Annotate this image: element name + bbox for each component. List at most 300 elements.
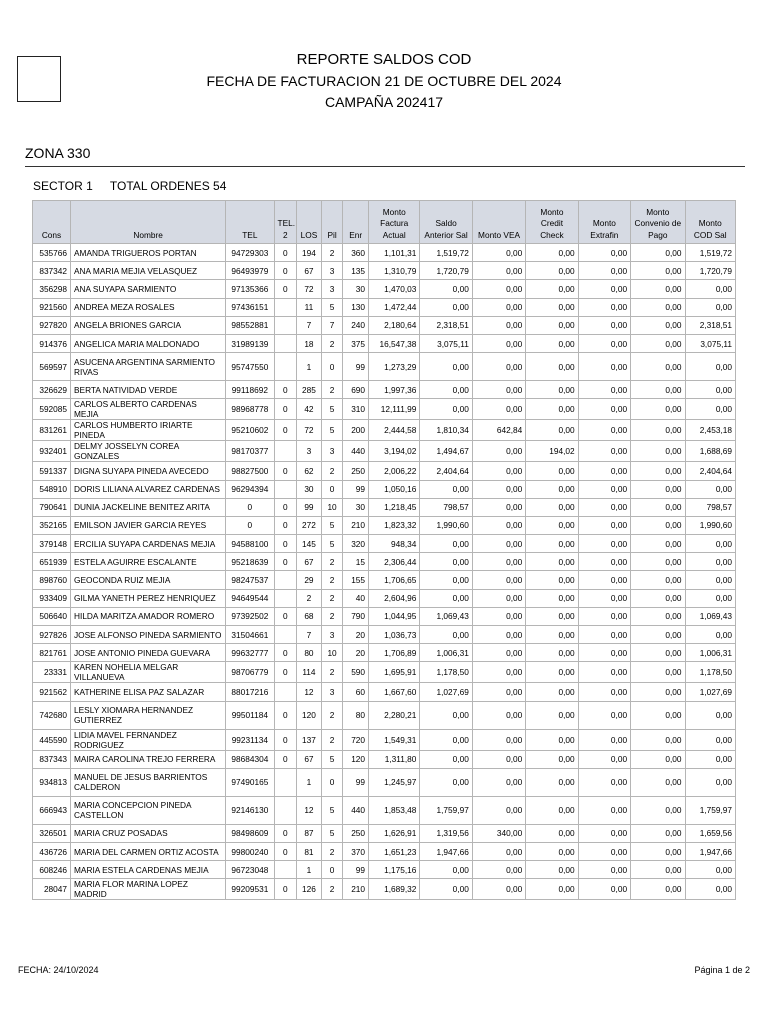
table-cell: 99 (297, 498, 322, 516)
table-cell: 0,00 (631, 768, 685, 796)
table-cell: 0,00 (578, 729, 630, 750)
table-cell: 0,00 (685, 750, 735, 768)
table-row (33, 644, 736, 662)
table-cell: 0,00 (631, 662, 685, 683)
table-cell: 0,00 (526, 729, 578, 750)
table-cell: 2,453,18 (685, 420, 735, 441)
table-cell: 99209531 (226, 879, 274, 900)
table-cell: 0,00 (472, 842, 525, 860)
table-cell: 0,00 (472, 571, 525, 589)
table-cell: 0,00 (472, 683, 525, 701)
table-cell: 0,00 (631, 480, 685, 498)
table-cell: 0 (274, 244, 297, 262)
table-cell: 97436151 (226, 298, 274, 316)
table-cell: 0 (274, 381, 297, 399)
table-cell: 0,00 (578, 381, 630, 399)
table-cell: 0,00 (526, 516, 578, 534)
table-cell: 0,00 (472, 750, 525, 768)
table-cell: 0 (226, 516, 274, 534)
table-cell: 0 (321, 861, 343, 879)
table-cell: LIDIA MAVEL FERNANDEZ RODRIGUEZ (71, 729, 226, 750)
table-cell: 272 (297, 516, 322, 534)
table-cell: 97135366 (226, 280, 274, 298)
table-cell: 5 (321, 824, 343, 842)
table-cell: 0,00 (631, 353, 685, 381)
table-cell: ANA SUYAPA SARMIENTO (71, 280, 226, 298)
table-cell: 790641 (33, 498, 71, 516)
table-cell: 837343 (33, 750, 71, 768)
table-row (33, 768, 736, 796)
table-cell: 0,00 (526, 334, 578, 352)
table-cell: 0 (274, 498, 297, 516)
table-cell: 97490165 (226, 768, 274, 796)
table-cell: MARIA CONCEPCION PINEDA CASTELLON (71, 796, 226, 824)
table-cell: 0,00 (631, 626, 685, 644)
table-cell: 1,245,97 (369, 768, 420, 796)
table-cell: 927820 (33, 316, 71, 334)
table-cell: 0,00 (578, 498, 630, 516)
table-cell: 40 (343, 589, 369, 607)
table-cell: 0,00 (420, 626, 472, 644)
table-cell: 0,00 (631, 516, 685, 534)
table-cell: 0 (321, 768, 343, 796)
table-cell: 2 (321, 607, 343, 625)
table-cell: 1,069,43 (420, 607, 472, 625)
table-cell: 0,00 (631, 879, 685, 900)
table-row (33, 553, 736, 571)
table-cell: 0,00 (578, 535, 630, 553)
table-cell: 250 (343, 462, 369, 480)
table-cell: AMANDA TRIGUEROS PORTAN (71, 244, 226, 262)
table-cell: 0,00 (420, 589, 472, 607)
table-cell: 0,00 (578, 462, 630, 480)
table-cell: 0,00 (578, 768, 630, 796)
table-cell: 0,00 (526, 535, 578, 553)
table-cell: DELMY JOSSELYN COREA GONZALES (71, 441, 226, 462)
table-cell: 1,319,56 (420, 824, 472, 842)
table-cell: 2 (321, 462, 343, 480)
table-cell: 0,00 (472, 298, 525, 316)
table-cell: 130 (343, 298, 369, 316)
table-cell: 11 (297, 298, 322, 316)
table-cell: 15 (343, 553, 369, 571)
table-cell: 1,036,73 (369, 626, 420, 644)
table-cell: MANUEL DE JESUS BARRIENTOS CALDERON (71, 768, 226, 796)
table-cell (274, 768, 297, 796)
table-row (33, 729, 736, 750)
table-cell: 2 (321, 842, 343, 860)
table-cell: 320 (343, 535, 369, 553)
table-cell: 98706779 (226, 662, 274, 683)
table-cell: 7 (321, 316, 343, 334)
table-cell: 1,006,31 (685, 644, 735, 662)
table-row (33, 480, 736, 498)
table-cell: 0 (274, 462, 297, 480)
table-cell: 2,318,51 (685, 316, 735, 334)
table-cell: 0,00 (685, 626, 735, 644)
table-cell: 1,990,60 (685, 516, 735, 534)
total-ordenes-label: TOTAL ORDENES 54 (109, 179, 227, 193)
table-cell: 20 (343, 644, 369, 662)
table-cell: 42 (297, 399, 322, 420)
table-cell: 10 (321, 498, 343, 516)
table-cell: 0,00 (578, 607, 630, 625)
table-cell: 0,00 (631, 750, 685, 768)
table-cell: 0,00 (420, 381, 472, 399)
column-header: Cons (33, 201, 71, 244)
table-cell: 0,00 (631, 535, 685, 553)
table-row (33, 589, 736, 607)
table-cell: 0,00 (578, 861, 630, 879)
table-cell: 0,00 (685, 768, 735, 796)
table-cell: 3 (321, 683, 343, 701)
table-cell: 3 (321, 280, 343, 298)
table-cell: 5 (321, 298, 343, 316)
table-cell: 921560 (33, 298, 71, 316)
table-cell: ANDREA MEZA ROSALES (71, 298, 226, 316)
table-cell: 0,00 (631, 244, 685, 262)
table-cell: 1 (297, 353, 322, 381)
table-cell: 1,997,36 (369, 381, 420, 399)
table-cell (274, 298, 297, 316)
table-cell: 0,00 (526, 768, 578, 796)
table-cell: 1,218,45 (369, 498, 420, 516)
table-body (33, 244, 736, 900)
table-cell: 0,00 (420, 480, 472, 498)
column-header: Monto Credit Check (526, 201, 578, 244)
table-cell: CARLOS ALBERTO CARDENAS MEJIA (71, 399, 226, 420)
table-cell: 0,00 (420, 750, 472, 768)
table-cell: 0,00 (578, 420, 630, 441)
table-cell: 0,00 (472, 498, 525, 516)
table-row (33, 262, 736, 280)
table-cell: 310 (343, 399, 369, 420)
table-cell: 1,810,34 (420, 420, 472, 441)
table-cell: 1,470,03 (369, 280, 420, 298)
sector-label: SECTOR 1 (33, 179, 93, 193)
table-cell: 798,57 (685, 498, 735, 516)
table-cell: 0,00 (631, 298, 685, 316)
table-cell: 0,00 (526, 244, 578, 262)
table-cell: 1,626,91 (369, 824, 420, 842)
table-cell: 5 (321, 516, 343, 534)
table-cell: 0,00 (472, 353, 525, 381)
table-cell: GEOCONDA RUIZ MEJIA (71, 571, 226, 589)
table-row (33, 316, 736, 334)
table-cell: 72 (297, 280, 322, 298)
table-cell: 0,00 (578, 662, 630, 683)
table-cell: 0,00 (472, 244, 525, 262)
table-cell: 0 (274, 399, 297, 420)
report-title: REPORTE SALDOS COD (296, 51, 472, 68)
table-cell: 0 (274, 824, 297, 842)
table-cell: 0,00 (526, 861, 578, 879)
table-cell: 2,404,64 (685, 462, 735, 480)
table-cell: 0,00 (578, 399, 630, 420)
table-cell: 837342 (33, 262, 71, 280)
table-cell: 0,00 (631, 399, 685, 420)
table-cell: 0 (226, 498, 274, 516)
table-cell: 1,175,16 (369, 861, 420, 879)
table-cell: 0,00 (631, 589, 685, 607)
table-cell: 31989139 (226, 334, 274, 352)
table-cell: 0,00 (526, 462, 578, 480)
table-cell: 0,00 (472, 334, 525, 352)
table-cell: 0,00 (472, 381, 525, 399)
table-cell: 2,006,22 (369, 462, 420, 480)
table-cell: 88017216 (226, 683, 274, 701)
table-row (33, 516, 736, 534)
table-cell: 99 (343, 768, 369, 796)
table-cell: 2 (321, 244, 343, 262)
report-subtitle: FECHA DE FACTURACION 21 DE OCTUBRE DEL 2024 (206, 73, 562, 89)
table-cell: 0,00 (472, 399, 525, 420)
table-cell: 0,00 (685, 701, 735, 729)
table-cell: 98247537 (226, 571, 274, 589)
table-cell: 0,00 (526, 316, 578, 334)
table-cell: 0,00 (526, 399, 578, 420)
column-header: Monto Convenio de Pago (631, 201, 685, 244)
table-cell: ESTELA AGUIRRE ESCALANTE (71, 553, 226, 571)
table-cell: 96493979 (226, 262, 274, 280)
table-cell: 0,00 (685, 589, 735, 607)
table-cell: 0,00 (578, 553, 630, 571)
table-cell: 0,00 (472, 480, 525, 498)
table-cell: 0,00 (526, 262, 578, 280)
table-cell: 0,00 (578, 480, 630, 498)
table-cell: 1,027,69 (685, 683, 735, 701)
table-cell: 1,178,50 (685, 662, 735, 683)
table-cell: 1,659,56 (685, 824, 735, 842)
table-cell: 927826 (33, 626, 71, 644)
table-row (33, 824, 736, 842)
table-cell: MARIA ESTELA CARDENAS MEJIA (71, 861, 226, 879)
table-row (33, 571, 736, 589)
table-cell: 934813 (33, 768, 71, 796)
table-cell: 200 (343, 420, 369, 441)
table-cell: 94729303 (226, 244, 274, 262)
table-cell: 0,00 (631, 441, 685, 462)
table-cell: 94588100 (226, 535, 274, 553)
table-cell: 67 (297, 750, 322, 768)
table-cell: 0,00 (526, 626, 578, 644)
column-header: Monto Factura Actual (369, 201, 420, 244)
table-cell: 0,00 (526, 796, 578, 824)
table-cell: 0,00 (472, 879, 525, 900)
table-cell: 0,00 (685, 571, 735, 589)
table-cell: 1,695,91 (369, 662, 420, 683)
table-cell: 3,194,02 (369, 441, 420, 462)
table-cell: 2,306,44 (369, 553, 420, 571)
table-cell: 0,00 (472, 701, 525, 729)
table-cell: 360 (343, 244, 369, 262)
table-cell: 0,00 (578, 701, 630, 729)
table-cell: 0,00 (631, 644, 685, 662)
table-cell: 0,00 (685, 399, 735, 420)
table-cell: 98968778 (226, 399, 274, 420)
column-header: Enr (343, 201, 369, 244)
table-cell: 99231134 (226, 729, 274, 750)
table-cell: 0,00 (526, 298, 578, 316)
table-cell: 1,688,69 (685, 441, 735, 462)
table-cell: 591337 (33, 462, 71, 480)
table-cell: 914376 (33, 334, 71, 352)
table-row (33, 462, 736, 480)
table-cell: 0,00 (578, 244, 630, 262)
table-cell: ERCILIA SUYAPA CARDENAS MEJIA (71, 535, 226, 553)
table-cell: 5 (321, 399, 343, 420)
table-cell: 651939 (33, 553, 71, 571)
table-cell: 1,651,23 (369, 842, 420, 860)
table-cell: 0,00 (578, 262, 630, 280)
table-cell: 94649544 (226, 589, 274, 607)
table-row (33, 683, 736, 701)
table-cell: 0,00 (472, 280, 525, 298)
table-cell: MARIA CRUZ POSADAS (71, 824, 226, 842)
table-cell: 0,00 (578, 644, 630, 662)
table-cell: 0,00 (526, 571, 578, 589)
table-cell: 12,111,99 (369, 399, 420, 420)
table-cell: 3 (297, 441, 322, 462)
table-cell: 95747550 (226, 353, 274, 381)
table-cell: GILMA YANETH PEREZ HENRIQUEZ (71, 589, 226, 607)
table-cell: 0 (274, 607, 297, 625)
table-cell: 0,00 (472, 662, 525, 683)
table-cell: 1,706,65 (369, 571, 420, 589)
table-cell: 1,519,72 (685, 244, 735, 262)
table-row (33, 861, 736, 879)
table-cell: 0,00 (631, 607, 685, 625)
table-cell: 1,311,80 (369, 750, 420, 768)
table-cell: 340,00 (472, 824, 525, 842)
column-header: LOS (297, 201, 322, 244)
table-cell: 0,00 (472, 644, 525, 662)
table-cell: 99501184 (226, 701, 274, 729)
table-cell: 72 (297, 420, 322, 441)
table-cell: 95210602 (226, 420, 274, 441)
table-cell (274, 861, 297, 879)
table-cell: 3,075,11 (685, 334, 735, 352)
table-cell: 2,280,21 (369, 701, 420, 729)
table-cell: DUNIA JACKELINE BENITEZ ARITA (71, 498, 226, 516)
table-row (33, 701, 736, 729)
table-cell: MARIA FLOR MARINA LOPEZ MADRID (71, 879, 226, 900)
table-cell: 80 (297, 644, 322, 662)
table-cell: 0,00 (526, 553, 578, 571)
table-cell: 87 (297, 824, 322, 842)
table-cell: ANGELICA MARIA MALDONADO (71, 334, 226, 352)
table-cell: 0,00 (631, 701, 685, 729)
table-cell: 0,00 (472, 589, 525, 607)
table-cell: 0,00 (685, 861, 735, 879)
table-cell: 210 (343, 516, 369, 534)
table-cell: 0,00 (578, 842, 630, 860)
column-header: Pil (321, 201, 343, 244)
table-cell: 0,00 (472, 626, 525, 644)
footer-date: FECHA: 24/10/2024 (18, 965, 99, 975)
table-cell: 0 (274, 750, 297, 768)
footer-page: Página 1 de 2 (694, 965, 750, 975)
table-cell: 0,00 (631, 571, 685, 589)
table-cell: 250 (343, 824, 369, 842)
table-cell: 1,823,32 (369, 516, 420, 534)
table-cell: 506640 (33, 607, 71, 625)
table-cell: 60 (343, 683, 369, 701)
table-cell: 2 (321, 553, 343, 571)
table-row (33, 280, 736, 298)
table-cell: 0,00 (472, 535, 525, 553)
table-cell: 0,00 (578, 589, 630, 607)
table-cell: 0,00 (578, 750, 630, 768)
table-cell: 592085 (33, 399, 71, 420)
table-cell: 98684304 (226, 750, 274, 768)
table-cell: 1,472,44 (369, 298, 420, 316)
table-cell: 12 (297, 683, 322, 701)
table-cell: 0,00 (685, 480, 735, 498)
column-header: Monto COD Sal (685, 201, 735, 244)
table-cell: 375 (343, 334, 369, 352)
table-cell (274, 353, 297, 381)
table-cell: LESLY XIOMARA HERNANDEZ GUTIERREZ (71, 701, 226, 729)
table-cell: 2 (321, 879, 343, 900)
table-row (33, 381, 736, 399)
table-cell: 5 (321, 796, 343, 824)
table-cell: 2 (297, 589, 322, 607)
table-cell: KAREN NOHELIA MELGAR VILLANUEVA (71, 662, 226, 683)
table-cell: 0 (274, 535, 297, 553)
table-cell: 96723048 (226, 861, 274, 879)
table-cell: 240 (343, 316, 369, 334)
table-cell: 0,00 (631, 683, 685, 701)
table-cell: 440 (343, 441, 369, 462)
table-cell: 99 (343, 861, 369, 879)
table-cell: 0,00 (420, 553, 472, 571)
zona-divider (25, 166, 745, 167)
table-cell: 16,547,38 (369, 334, 420, 352)
table-cell: 0,00 (472, 316, 525, 334)
table-cell: JOSE ANTONIO PINEDA GUEVARA (71, 644, 226, 662)
table-cell: 548910 (33, 480, 71, 498)
table-cell: 28047 (33, 879, 71, 900)
table-cell: 98170377 (226, 441, 274, 462)
table-cell: 0,00 (472, 729, 525, 750)
table-cell: 0,00 (631, 729, 685, 750)
table-cell: 0,00 (420, 535, 472, 553)
table-cell: 0,00 (526, 879, 578, 900)
table-cell: 0,00 (685, 535, 735, 553)
table-cell: 0 (274, 729, 297, 750)
table-cell: 2,444,58 (369, 420, 420, 441)
table-cell: 0,00 (526, 842, 578, 860)
table-cell: 445590 (33, 729, 71, 750)
table-cell: 98827500 (226, 462, 274, 480)
table-cell: 0,00 (578, 796, 630, 824)
table-cell: 5 (321, 750, 343, 768)
table-row (33, 441, 736, 462)
sector-heading (33, 179, 240, 193)
table-cell: 0,00 (631, 842, 685, 860)
table-cell: 3 (321, 626, 343, 644)
table-cell: 18 (297, 334, 322, 352)
table-cell: 0,00 (472, 796, 525, 824)
table-cell: 67 (297, 553, 322, 571)
table-cell: 0,00 (631, 420, 685, 441)
column-header: TEL. 2 (274, 201, 297, 244)
table-cell: 20 (343, 626, 369, 644)
table-cell (274, 441, 297, 462)
table-cell: 0,00 (472, 607, 525, 625)
table-cell: 0,00 (685, 353, 735, 381)
